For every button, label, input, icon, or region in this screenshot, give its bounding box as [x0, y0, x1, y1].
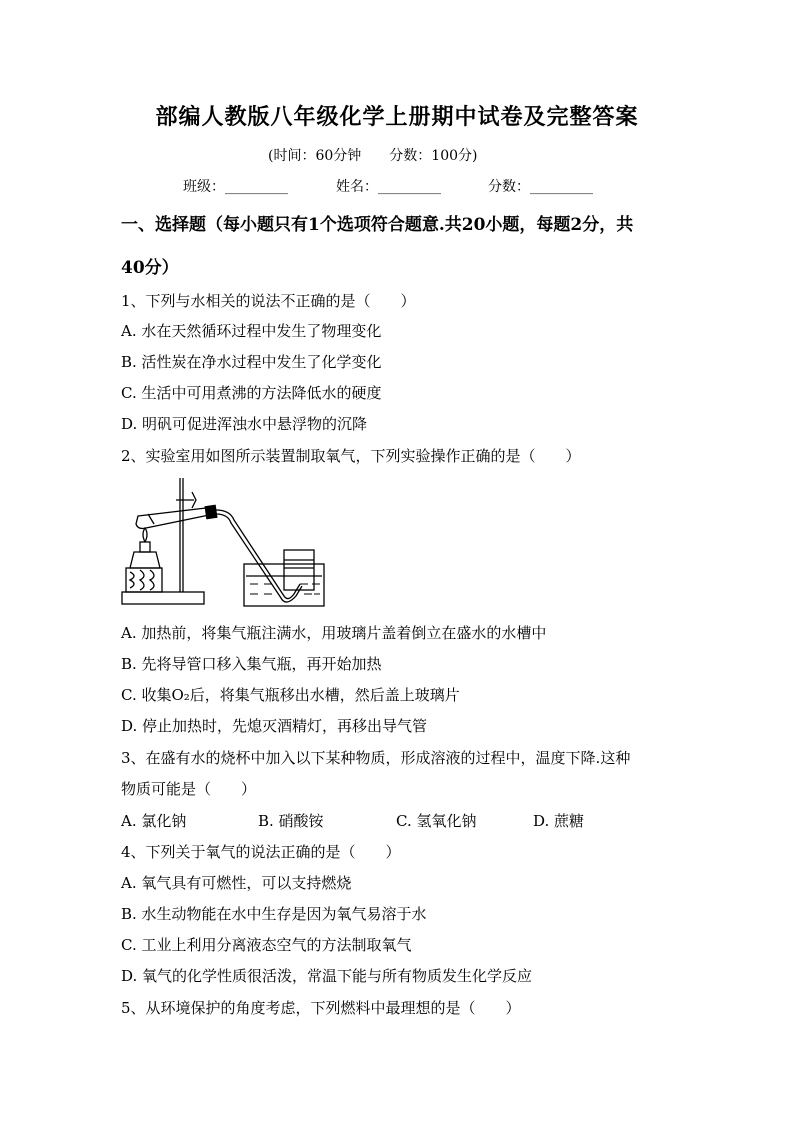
q4-option-d: D. 氧气的化学性质很活泼，常温下能与所有物质发生化学反应 [121, 967, 533, 985]
q1-option-d: D. 明矾可促进浑浊水中悬浮物的沉降 [121, 415, 368, 433]
name-field: 姓名：_________ [336, 179, 441, 195]
exam-time: (时间：60分钟 [268, 148, 362, 164]
oxygen-apparatus-diagram [118, 472, 328, 612]
page-title: 部编人教版八年级化学上册期中试卷及完整答案 [155, 104, 639, 130]
q2-option-d: D. 停止加热时，先熄灭酒精灯，再移出导气管 [121, 717, 428, 735]
q2-option-b: B. 先将导管口移入集气瓶，再开始加热 [121, 655, 382, 673]
q2-option-c: C. 收集O₂后，将集气瓶移出水槽，然后盖上玻璃片 [121, 686, 460, 704]
q1-option-b: B. 活性炭在净水过程中发生了化学变化 [121, 353, 382, 371]
q3-option-a: A. 氯化钠 [121, 812, 187, 830]
question-3-cont: 物质可能是（ ） [121, 780, 257, 798]
score-field: 分数：_________ [488, 179, 593, 195]
exam-score: 分数：100分) [389, 148, 478, 164]
q3-option-c: C. 氢氧化钠 [396, 812, 477, 830]
q2-option-a: A. 加热前，将集气瓶注满水，用玻璃片盖着倒立在盛水的水槽中 [121, 624, 547, 642]
q1-option-c: C. 生活中可用煮沸的方法降低水的硬度 [121, 384, 382, 402]
question-2: 2、实验室用如图所示装置制取氧气，下列实验操作正确的是（ ） [121, 447, 581, 465]
q4-option-b: B. 水生动物能在水中生存是因为氧气易溶于水 [121, 905, 427, 923]
section-heading: 一、选择题（每小题只有1个选项符合题意.共20小题，每题2分，共 [121, 215, 634, 235]
q3-option-d: D. 蔗糖 [533, 812, 585, 830]
q4-option-a: A. 氧气具有可燃性，可以支持燃烧 [121, 874, 352, 892]
section-heading-cont: 40分） [121, 258, 179, 278]
exam-meta [268, 145, 505, 165]
question-1: 1、下列与水相关的说法不正确的是（ ） [121, 292, 416, 310]
q4-option-c: C. 工业上利用分离液态空气的方法制取氧气 [121, 936, 412, 954]
question-4: 4、下列关于氧气的说法正确的是（ ） [121, 843, 401, 861]
q3-option-b: B. 硝酸铵 [258, 812, 324, 830]
question-3: 3、在盛有水的烧杯中加入以下某种物质，形成溶液的过程中，温度下降.这种 [121, 749, 631, 767]
question-5: 5、从环境保护的角度考虑，下列燃料中最理想的是（ ） [121, 999, 521, 1017]
q1-option-a: A. 水在天然循环过程中发生了物理变化 [121, 322, 382, 340]
class-field: 班级：_________ [183, 179, 288, 195]
